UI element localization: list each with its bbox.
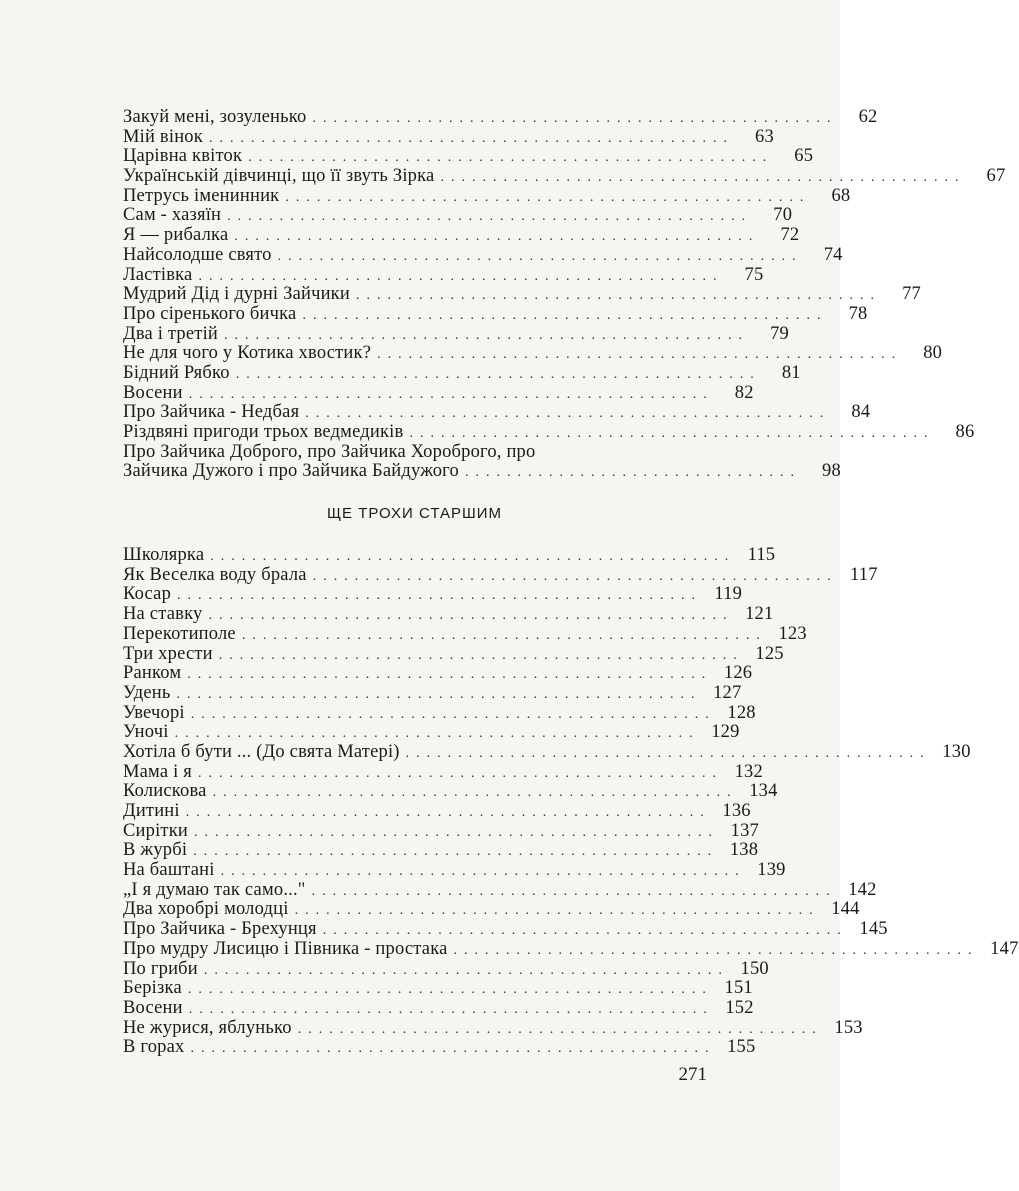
toc-entry — [123, 126, 774, 148]
toc-entry-page: 117 — [850, 564, 878, 585]
toc-entry — [123, 545, 776, 566]
leader-dots: .................................................. — [297, 1021, 823, 1037]
leader-dots: .................................................. — [277, 248, 803, 264]
toc-entry — [123, 623, 807, 645]
toc-entry-page: 65 — [794, 146, 814, 167]
toc-entry-page: 123 — [778, 623, 807, 644]
toc-entry-title: Мама і я — [123, 761, 192, 782]
leader-dots: .................................................. — [174, 726, 700, 742]
toc-entry-page: 153 — [834, 1017, 863, 1038]
toc-entry-title: Закуй мені, зозуленько — [123, 107, 307, 127]
toc-entry-page: 67 — [986, 166, 1006, 187]
toc-entry-title: В горах — [123, 1037, 185, 1058]
toc-entry — [123, 205, 793, 226]
leader-dots: .................................................. — [409, 426, 935, 441]
leader-dots: .................................................. — [188, 386, 714, 402]
toc-entry — [123, 362, 801, 384]
toc-entry-title: Українській дівчинці, що її звуть Зірка — [123, 166, 435, 187]
toc-entry-title: Про Зайчика - Недбая — [123, 402, 300, 423]
toc-entry-title: Про сіренького бичка — [123, 303, 297, 324]
toc-entry-title: Школярка — [123, 545, 205, 566]
toc-entry-page: 86 — [955, 422, 975, 442]
toc-entry — [123, 958, 769, 980]
leader-dots: .................................................. — [198, 268, 724, 284]
toc-entry-title: Я — рибалка — [123, 225, 229, 246]
toc-entry — [123, 382, 754, 404]
leader-dots: .................................................. — [220, 864, 746, 880]
toc-entry-page: 75 — [744, 264, 764, 285]
toc-entry-page: 132 — [734, 761, 763, 782]
toc-entry — [123, 741, 971, 763]
leader-dots: .................................................. — [208, 608, 734, 624]
toc-entry-page: 147 — [990, 938, 1019, 959]
toc-entry-title: Як Веселка воду брала — [123, 564, 307, 585]
toc-entry-page: 139 — [757, 860, 786, 881]
toc-entry-title: Удень — [123, 682, 171, 703]
toc-entry-title: Косар — [123, 584, 172, 605]
leader-dots: .................................................. — [322, 923, 848, 939]
toc-entry-title: Найсолодше свято — [123, 244, 272, 265]
leader-dots: .................................................. — [377, 347, 903, 363]
toc-entry — [123, 801, 751, 822]
toc-entry — [123, 938, 1019, 960]
leader-dots: .................................................. — [355, 288, 881, 304]
toc-entry-title: По гриби — [123, 958, 198, 979]
leader-dots: .................................................. — [218, 647, 744, 663]
toc-entry — [123, 682, 742, 704]
toc-entry-page: 77 — [902, 284, 921, 305]
toc-entry-title: Не журися, яблунько — [123, 1017, 292, 1038]
leader-dots: .................................................. — [285, 189, 811, 205]
toc-entry-title: Не для чого у Котика хвостик? — [123, 343, 372, 364]
toc-entry — [123, 1037, 756, 1058]
toc-entry — [123, 323, 790, 345]
leader-dots: .................................................. — [311, 883, 837, 899]
toc-entry-long-line2 — [123, 461, 841, 482]
toc-entry-page: 137 — [730, 820, 760, 841]
toc-entry-page: 138 — [729, 840, 759, 861]
toc-entry — [123, 303, 868, 325]
toc-entry-title: Ранком — [123, 663, 182, 684]
toc-entry — [123, 166, 1006, 187]
toc-entry-page: 98 — [822, 461, 841, 482]
leader-dots: .................................................. — [190, 706, 716, 722]
toc-entry-page: 62 — [858, 107, 878, 127]
toc-list-part-two — [123, 545, 1019, 1058]
toc-entry-page: 74 — [823, 244, 843, 265]
toc-entry — [123, 604, 774, 625]
toc-entry — [123, 781, 778, 802]
section-heading: ЩЕ ТРОХИ СТАРШИМ — [326, 505, 503, 523]
leader-dots: .................................................. — [187, 667, 713, 683]
toc-entry — [123, 1017, 863, 1039]
table-of-contents — [123, 107, 1019, 1058]
toc-entry-page: 142 — [848, 879, 877, 900]
toc-entry-title: Царівна квіток — [123, 146, 243, 167]
leader-dots: .................................................. — [234, 229, 760, 245]
toc-entry — [123, 820, 760, 842]
toc-entry-page: 130 — [942, 741, 971, 762]
leader-dots: .................................................. — [305, 406, 831, 422]
toc-entry-page: 152 — [725, 997, 754, 1018]
leader-dots: .................................................. — [241, 627, 767, 643]
toc-entry-page: 155 — [727, 1037, 756, 1058]
toc-entry-title: Мудрий Дід і дурні Зайчики — [123, 284, 350, 305]
toc-entry-title: Восени — [123, 382, 183, 403]
leader-dots: .................................................. — [212, 785, 738, 801]
toc-entry-page: 136 — [722, 801, 751, 821]
leader-dots: .................................................. — [405, 745, 931, 761]
toc-entry-page: 79 — [770, 323, 790, 344]
leader-dots: .................................................. — [224, 327, 750, 343]
toc-entry-page: 151 — [724, 978, 753, 999]
toc-entry-title: На ставку — [123, 604, 203, 625]
toc-entry — [123, 284, 921, 305]
leader-dots: .................................................. — [440, 170, 966, 186]
toc-entry-title: Хотіла б бути ... (До свята Матері) — [123, 741, 400, 762]
toc-entry-title: Сам - хазяїн — [123, 205, 222, 226]
toc-entry — [123, 343, 943, 364]
toc-entry-page: 127 — [713, 682, 742, 703]
leader-dots: .................................................. — [176, 686, 702, 702]
leader-dots: .................................................. — [194, 824, 720, 840]
leader-dots: .................................................. — [208, 130, 734, 146]
toc-entry-title: Петрусь іменинник — [123, 185, 280, 206]
toc-entry-title: Перекотиполе — [123, 623, 236, 644]
leader-dots: .................................................. — [312, 568, 838, 584]
toc-entry — [123, 997, 754, 1019]
toc-entry-page: 72 — [780, 225, 800, 246]
toc-entry-page: 125 — [755, 643, 784, 664]
toc-entry — [123, 978, 753, 999]
toc-entry-page: 129 — [711, 722, 740, 743]
leader-dots: .................................................. — [235, 366, 761, 382]
leader-dots: .................................................. — [294, 903, 820, 919]
toc-entry — [123, 584, 743, 605]
toc-entry-title: Різдвяні пригоди трьох ведмедиків — [123, 422, 404, 442]
leader-dots: .................................................. — [453, 942, 979, 958]
toc-entry-title: Мій вінок — [123, 126, 203, 147]
toc-entry-title: Два і третій — [123, 323, 219, 344]
toc-entry-page: 78 — [848, 303, 868, 324]
toc-entry-page: 126 — [723, 663, 753, 684]
leader-dots: .................................................. — [188, 1001, 714, 1017]
toc-entry-title: Три хрести — [123, 643, 213, 664]
toc-entry-title: Про Зайчика Доброго, про Зайчика Хороброго, про — [123, 441, 536, 462]
toc-entry-page: 134 — [749, 781, 778, 802]
toc-entry-title: Восени — [123, 997, 183, 1018]
toc-entry-title: В журбі — [123, 840, 188, 861]
leader-dots: ................................ — [464, 465, 801, 481]
toc-entry-page: 81 — [781, 362, 801, 383]
toc-entry — [123, 107, 878, 128]
toc-entry-title: На баштані — [123, 860, 215, 881]
leader-dots: .................................................. — [227, 209, 753, 225]
leader-dots: .................................................. — [312, 111, 838, 126]
toc-entry — [123, 702, 756, 724]
toc-entry-title: Берізка — [123, 978, 182, 999]
toc-entry-page: 82 — [734, 382, 754, 403]
toc-entry-title: Сирітки — [123, 820, 189, 841]
leader-dots: .................................................. — [302, 307, 828, 323]
toc-entry-title: Уночі — [123, 722, 169, 743]
leader-dots: .................................................. — [197, 765, 723, 781]
toc-entry-page: 128 — [727, 702, 756, 723]
leader-dots: .................................................. — [177, 588, 703, 604]
toc-entry — [123, 422, 975, 443]
leader-dots: .................................................. — [193, 844, 719, 860]
leader-dots: .................................................. — [210, 549, 736, 565]
toc-entry-page: 150 — [740, 958, 769, 979]
toc-entry-page: 68 — [831, 185, 851, 206]
toc-entry — [123, 185, 851, 207]
toc-entry — [123, 643, 784, 665]
toc-entry-title: Про мудру Лисицю і Півника - простака — [123, 938, 448, 959]
toc-entry — [123, 564, 878, 586]
page-number: 271 — [678, 1064, 707, 1085]
leader-dots: .................................................. — [190, 1041, 716, 1057]
toc-entry — [123, 244, 843, 266]
toc-entry-title: Увечорі — [123, 702, 185, 723]
toc-entry — [123, 722, 740, 743]
toc-entry — [123, 879, 877, 901]
toc-entry — [123, 146, 814, 167]
toc-entry-page: 70 — [773, 205, 793, 226]
toc-entry — [123, 663, 753, 684]
toc-entry — [123, 860, 786, 881]
toc-entry — [123, 919, 888, 940]
toc-entry-page: 144 — [831, 899, 860, 920]
leader-dots: .................................................. — [248, 150, 774, 166]
toc-entry-title: „І я думаю так само..." — [123, 879, 306, 900]
toc-entry-title: Дитині — [123, 801, 180, 821]
toc-entry-page: 119 — [714, 584, 743, 605]
toc-entry — [123, 264, 764, 286]
toc-entry — [123, 761, 763, 783]
toc-entry-page: 121 — [745, 604, 774, 625]
leader-dots: .................................................. — [187, 982, 713, 998]
toc-entry-title: Бідний Рябко — [123, 362, 230, 383]
toc-entry-title: Два хоробрі молодці — [123, 899, 289, 920]
leader-dots: .................................................. — [203, 962, 729, 978]
toc-entry-page: 80 — [923, 343, 943, 364]
toc-entry-title: Ластівка — [123, 264, 193, 285]
toc-entry-title: Про Зайчика - Брехунця — [123, 919, 317, 940]
toc-list-part-one — [123, 107, 1006, 443]
toc-entry — [123, 899, 860, 920]
toc-entry — [123, 225, 800, 246]
toc-entry — [123, 402, 871, 423]
toc-entry-page: 84 — [851, 402, 871, 423]
toc-entry-page: 115 — [747, 545, 776, 566]
leader-dots: .................................................. — [185, 805, 711, 820]
toc-entry-long-line1 — [123, 443, 706, 463]
toc-entry — [123, 840, 759, 861]
toc-entry-title: Колискова — [123, 781, 207, 802]
toc-entry-page: 63 — [755, 126, 774, 147]
toc-entry-page: 145 — [859, 919, 888, 940]
toc-entry-title: Зайчика Дужого і про Зайчика Байдужого — [123, 461, 459, 482]
